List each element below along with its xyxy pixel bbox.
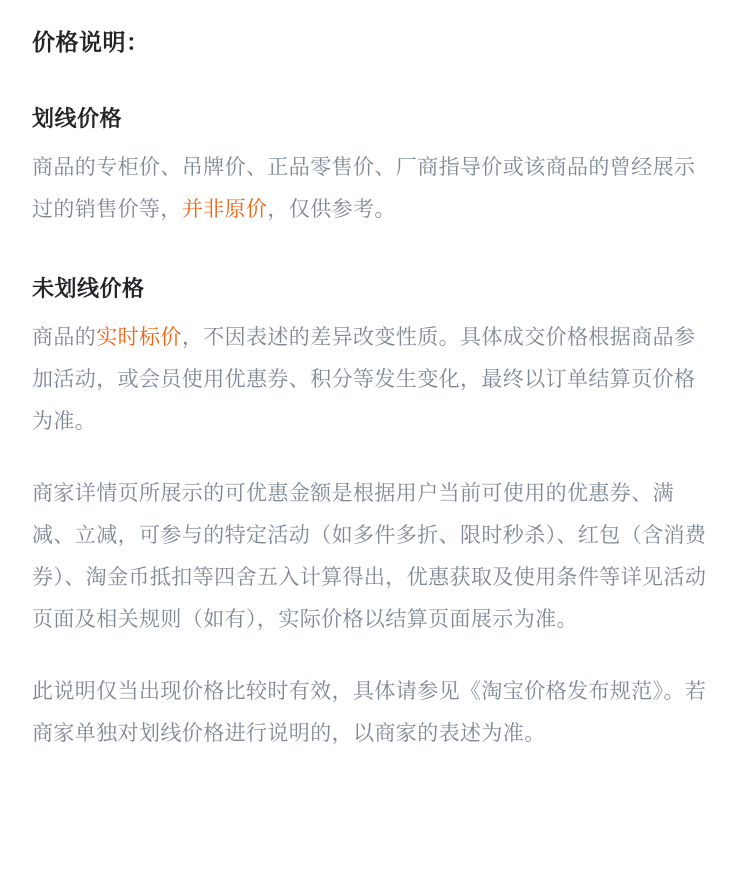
text-run: 商品的 <box>32 325 97 349</box>
text-run-highlight: 实时标价 <box>96 325 182 349</box>
paragraph-non-strikethrough-3: 此说明仅当出现价格比较时有效，具体请参见《淘宝价格发布规范》。若商家单独对划线价格进行说明的，以商家的表述为准。 <box>32 679 707 745</box>
text-run: ，不因表述的差异改变性质。具体成交价格根据商品参加活动，或会员使用优惠券、积分等发生变化，最终以订单结算页价格为准。 <box>32 325 696 433</box>
text-run-highlight: 并非原价 <box>181 197 268 221</box>
text-run: 商品的专柜价、吊牌价、正品零售价、厂商指导价或该商品的曾经展示过的销售价等， <box>32 155 696 221</box>
paragraph-strikethrough-1 <box>32 146 716 230</box>
page-title: 价格说明： <box>32 30 150 56</box>
paragraph-non-strikethrough-2: 商家详情页所展示的可优惠金额是根据用户当前可使用的优惠券、满减、立减，可参与的特定活动（如多件多折、限时秒杀）、红包（含消费券）、淘金币抵扣等四舍五入计算得出，优惠获取及使用条件等详见活动页面及相关规则（如有），实际价格以结算页面展示为准。 <box>32 481 707 631</box>
section-heading-non-strikethrough: 未划线价格 <box>32 277 145 302</box>
paragraph-non-strikethrough-1 <box>32 316 716 442</box>
text-run: ，仅供参考。 <box>267 197 396 221</box>
section-heading-strikethrough: 划线价格 <box>32 107 123 132</box>
section-divider-spacer <box>32 260 716 274</box>
section-non-strikethrough-price <box>32 274 716 754</box>
section-strikethrough-price <box>32 104 716 230</box>
